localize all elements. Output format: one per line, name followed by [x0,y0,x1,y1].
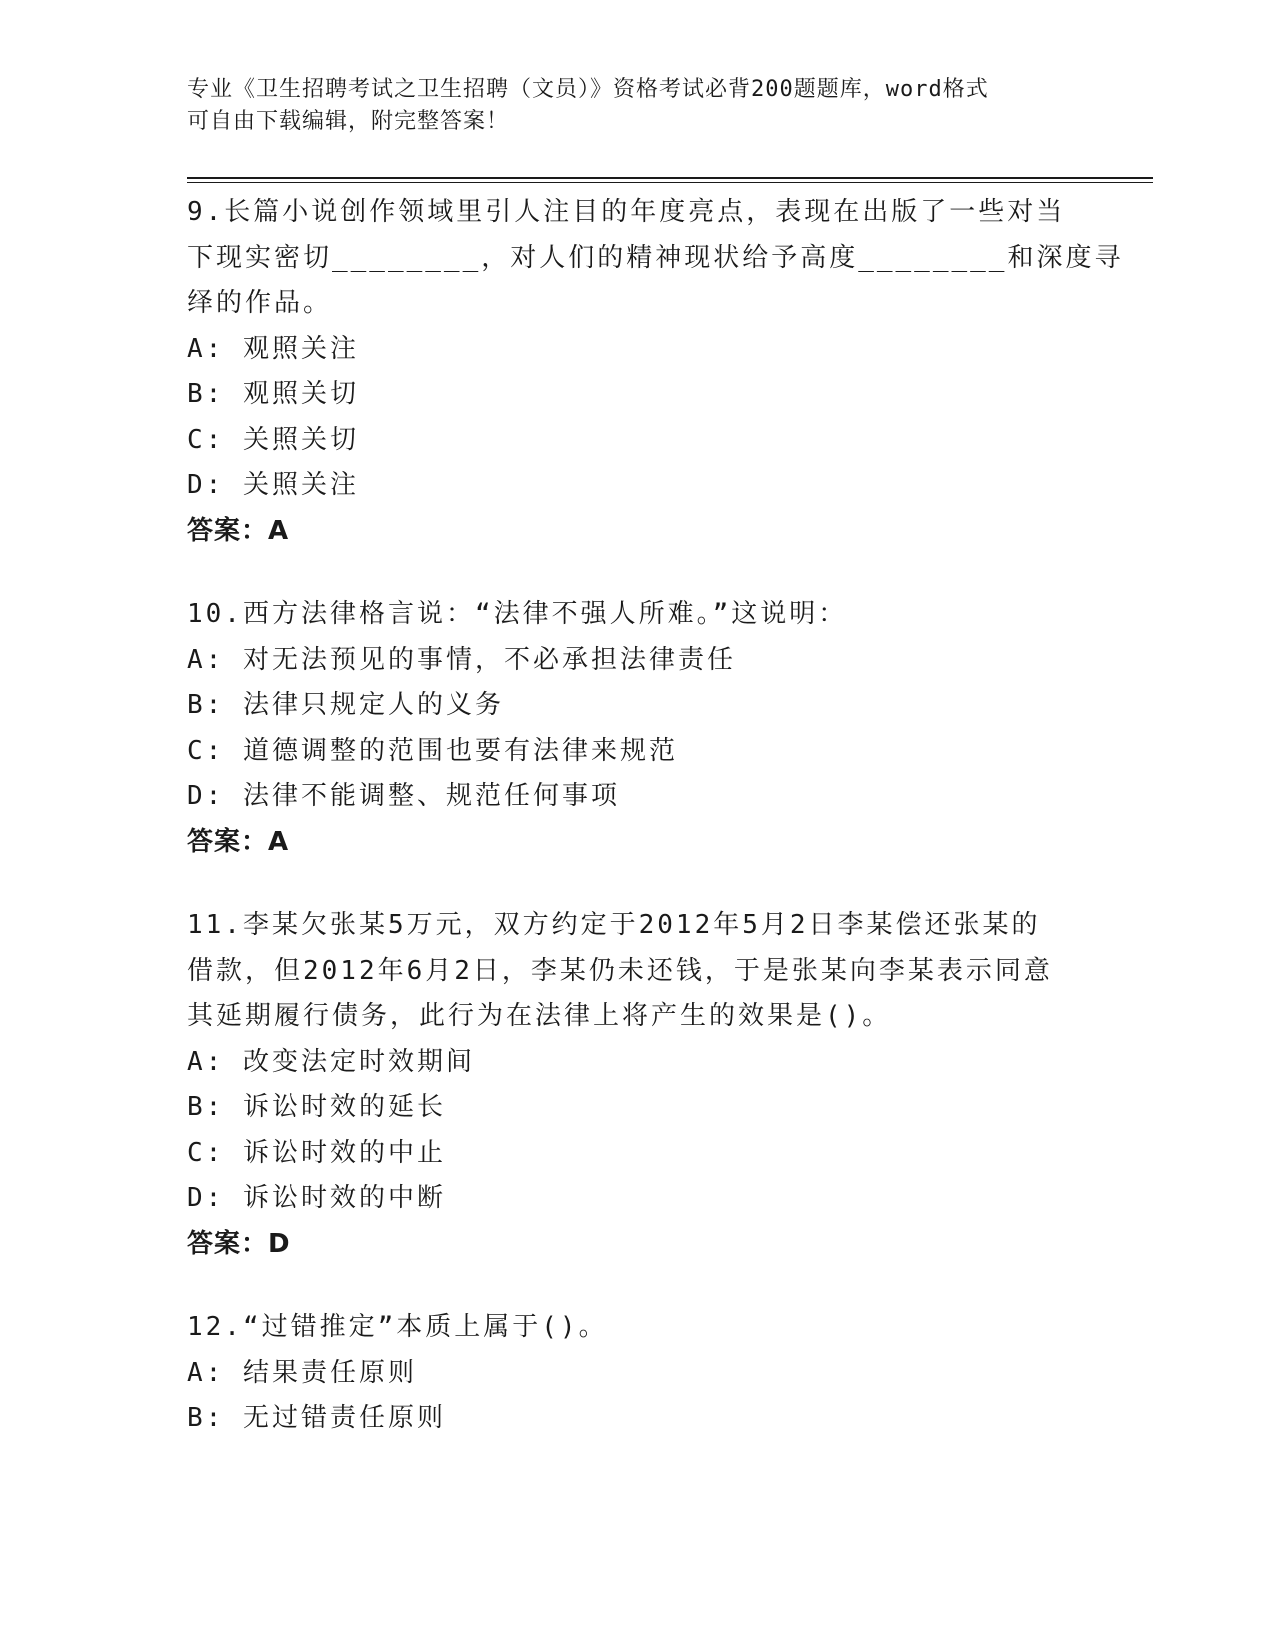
question-11 [187,903,1087,1267]
option-c: C: 关照关切 [187,424,359,455]
question-stem-line: 9.长篇小说创作领域里引人注目的年度亮点，表现在出版了一些对当 [187,197,1066,227]
question-stem-line: 12.“过错推定”本质上属于()。 [187,1312,608,1342]
question-stem-line: 绎的作品。 [187,288,333,318]
question-stem-line: 11.李某欠张某5万元，双方约定于2012年5月2日李某偿还张某的 [187,910,1041,940]
header-line-2: 可自由下载编辑，附完整答案！ [187,109,510,134]
question-stem-line: 10.西方法律格言说：“法律不强人所难。”这说明： [187,599,848,629]
question-10 [187,592,1087,865]
option-a: A: 改变法定时效期间 [187,1046,475,1077]
option-b: B: 诉讼时效的延长 [187,1092,446,1122]
answer-line: 答案：A [187,826,290,857]
header-rule-thin [187,182,1153,183]
question-stem-line: 借款，但2012年6月2日，李某仍未还钱，于是张某向李某表示同意 [187,955,1053,986]
option-d: D: 法律不能调整、规范任何事项 [187,781,620,811]
document-header [187,74,1067,138]
option-b: B: 法律只规定人的义务 [187,690,504,720]
header-rule-thick [187,177,1153,179]
option-a: A: 对无法预见的事情，不必承担法律责任 [187,644,736,675]
option-c: C: 诉讼时效的中止 [187,1137,446,1168]
question-9 [187,190,1124,554]
option-c: C: 道德调整的范围也要有法律来规范 [187,735,678,766]
question-list [187,190,1124,1480]
answer-line: 答案：A [187,515,290,546]
option-a: A: 观照关注 [187,333,359,364]
header-line-1: 专业《卫生招聘考试之卫生招聘（文员）》资格考试必背200题题库，word格式 [187,77,989,102]
option-d: D: 关照关注 [187,470,359,500]
option-a: A: 结果责任原则 [187,1357,417,1388]
option-b: B: 观照关切 [187,379,359,409]
question-stem-line: 下现实密切________，对人们的精神现状给予高度________和深度寻 [187,242,1124,273]
answer-line: 答案：D [187,1228,291,1259]
question-stem-line: 其延期履行债务，此行为在法律上将产生的效果是()。 [187,1001,892,1031]
question-12 [187,1305,1087,1442]
option-d: D: 诉讼时效的中断 [187,1183,446,1213]
option-b: B: 无过错责任原则 [187,1403,446,1433]
